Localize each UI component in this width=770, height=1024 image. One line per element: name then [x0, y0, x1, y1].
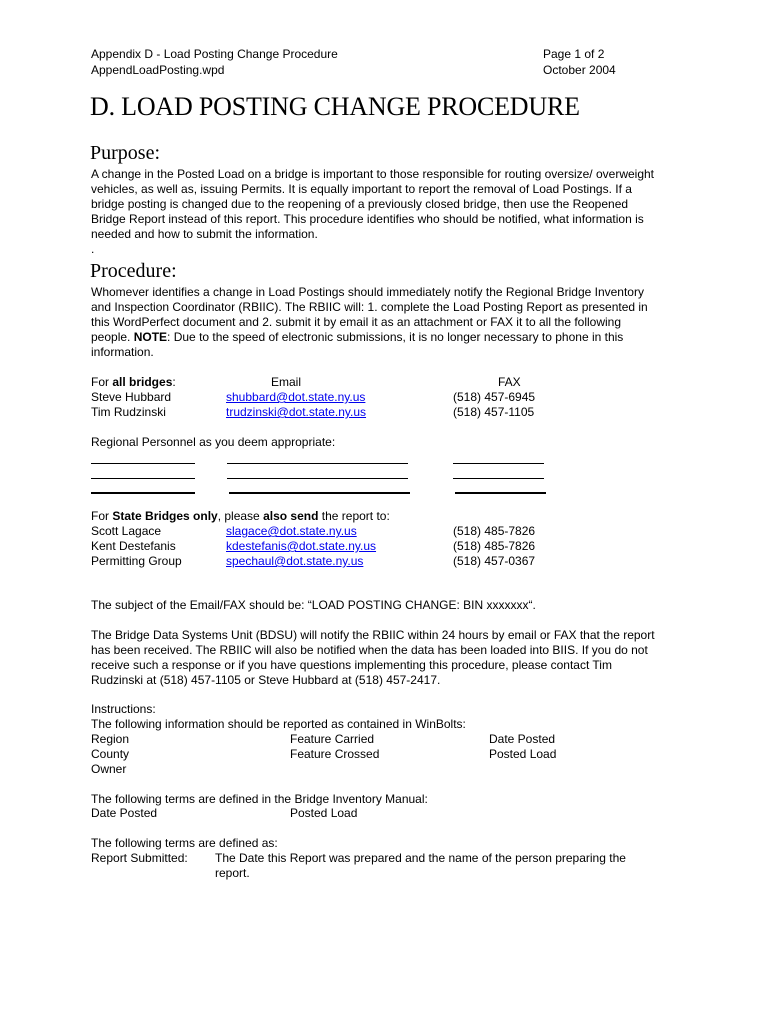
- contact-email-link[interactable]: slagace@dot.state.ny.us: [226, 524, 357, 538]
- field-name: Owner: [91, 762, 127, 776]
- contact-email-link[interactable]: trudzinski@dot.state.ny.us: [226, 405, 367, 419]
- defined-terms-intro: The following terms are defined as:: [91, 836, 278, 850]
- contact-fax: (518) 457-1105: [453, 405, 535, 419]
- field-name: Date Posted: [489, 732, 556, 746]
- defined-term: Report Submitted:: [91, 851, 188, 865]
- term-definition: report.: [215, 866, 250, 880]
- header-page-number: Page 1 of 2: [543, 47, 605, 61]
- term-definition: The Date this Report was prepared and the name of the person preparing the: [215, 851, 626, 865]
- regional-name-blank[interactable]: [91, 478, 195, 479]
- bdsu-paragraph: The Bridge Data Systems Unit (BDSU) will notify the RBIIC within 24 hours by email or FAX that the report has been received. The RBIIC will also be notified when the data has been loaded into BIIS. If you do not receive such a response or if you have questions implementing this procedure, please contact Tim Rudzinski at (518) 457-1105 or Steve Hubbard at (518) 457-2417.: [91, 628, 655, 687]
- regional-fax-blank[interactable]: [455, 492, 546, 494]
- regional-email-blank[interactable]: [227, 478, 408, 479]
- contact-name: Kent Destefanis: [91, 539, 176, 553]
- regional-fax-blank[interactable]: [453, 463, 544, 464]
- procedure-heading: Procedure:: [90, 260, 177, 282]
- fax-column-header: FAX: [498, 375, 521, 389]
- instructions-label: Instructions:: [91, 702, 156, 716]
- contact-name: Scott Lagace: [91, 524, 162, 538]
- contact-name: Permitting Group: [91, 554, 182, 568]
- manual-terms-intro: The following terms are defined in the Bridge Inventory Manual:: [91, 792, 428, 806]
- header-date: October 2004: [543, 63, 616, 77]
- purpose-heading: Purpose:: [90, 142, 161, 164]
- procedure-paragraph: Whomever identifies a change in Load Postings should immediately notify the Regional Bridge Inventory and Inspection Coordinator (RBIIC). The RBIIC will: 1. complete the Load Posting Report as presented in this WordPerfect document and 2. submit it by email it as an attachment or FAX it to all the following people. NOTE: Due to the speed of electronic submissions, it is no longer necessary to phone in this information.: [91, 285, 648, 359]
- contact-name: Steve Hubbard: [91, 390, 172, 404]
- regional-email-blank[interactable]: [229, 492, 410, 494]
- field-name: Feature Crossed: [290, 747, 380, 761]
- email-column-header: Email: [271, 375, 302, 389]
- contact-email-link[interactable]: spechaul@dot.state.ny.us: [226, 554, 364, 568]
- field-name: Feature Carried: [290, 732, 375, 746]
- regional-email-blank[interactable]: [227, 463, 408, 464]
- header-filename: AppendLoadPosting.wpd: [91, 63, 225, 77]
- subject-line-instruction: The subject of the Email/FAX should be: “LOAD POSTING CHANGE: BIN xxxxxxx“.: [91, 598, 536, 612]
- state-bridges-label: For State Bridges only, please also send the report to:: [91, 509, 390, 523]
- field-name: Region: [91, 732, 130, 746]
- page-title: D. LOAD POSTING CHANGE PROCEDURE: [90, 92, 580, 121]
- contact-email-link[interactable]: kdestefanis@dot.state.ny.us: [226, 539, 377, 553]
- instructions-intro: The following information should be reported as contained in WinBolts:: [91, 717, 466, 731]
- regional-personnel-label: Regional Personnel as you deem appropriate:: [91, 435, 336, 449]
- field-name: County: [91, 747, 130, 761]
- contact-email-link[interactable]: shubbard@dot.state.ny.us: [226, 390, 366, 404]
- contact-fax: (518) 485-7826: [453, 539, 536, 553]
- all-bridges-label: For all bridges:: [91, 375, 176, 389]
- regional-name-blank[interactable]: [91, 463, 195, 464]
- contact-fax: (518) 457-6945: [453, 390, 536, 404]
- manual-term: Posted Load: [290, 806, 358, 820]
- regional-fax-blank[interactable]: [453, 478, 544, 479]
- contact-fax: (518) 485-7826: [453, 524, 536, 538]
- contact-name: Tim Rudzinski: [91, 405, 166, 419]
- contact-fax: (518) 457-0367: [453, 554, 536, 568]
- purpose-paragraph: A change in the Posted Load on a bridge is important to those responsible for routing oversize/ overweight vehicles, as well as, issuing Permits. It is equally important to report the removal of Load Postings. If a bridge posting is changed due to the reopening of a previously closed bridge, then use the Reopened Bridge Report instead of this report. This procedure identifies who should be notified, what information is needed and how to submit the information. .: [91, 167, 655, 256]
- header-doc-title: Appendix D - Load Posting Change Procedure: [91, 47, 338, 61]
- regional-name-blank[interactable]: [91, 492, 195, 494]
- field-name: Posted Load: [489, 747, 557, 761]
- manual-term: Date Posted: [91, 806, 158, 820]
